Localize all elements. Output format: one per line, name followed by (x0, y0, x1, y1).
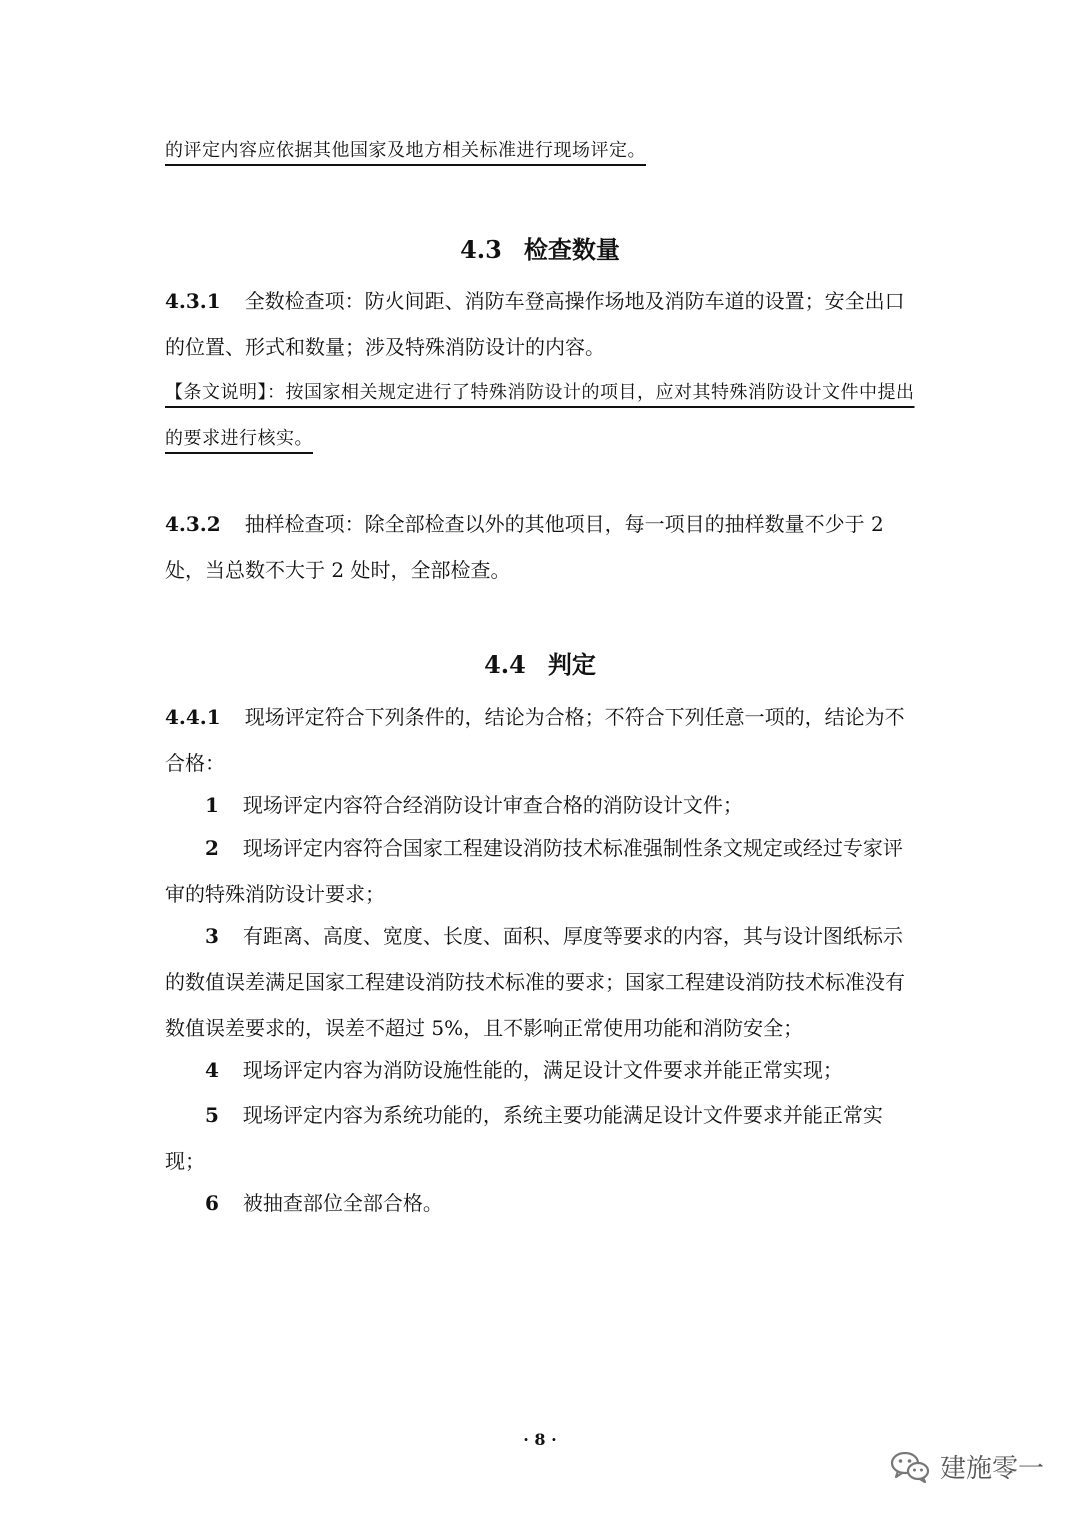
item-text: 有距离、高度、宽度、长度、面积、厚度等要求的内容，其与设计图纸标示的数值误差满足国家工程建设消防技术标准的要求；国家工程建设消防技术标准没有数值误差要求的，误差不超过 5%，且不影响正常使用功能和消防安全； (165, 924, 905, 1040)
clause-text: 抽样检查项：除全部检查以外的其他项目，每一项目的抽样数量不少于 2 处，当总数不大于 2 处时，全部检查。 (165, 512, 884, 582)
watermark-text: 建施零一 (940, 1454, 1045, 1484)
continued-note (165, 128, 917, 174)
section-title: 检查数量 (523, 235, 620, 264)
item-text: 现场评定内容为消防设施性能的，满足设计文件要求并能正常实现； (242, 1058, 843, 1082)
clause-number: 4.4.1 (165, 705, 221, 729)
list-item-6 (165, 1180, 917, 1226)
watermark (890, 1448, 1044, 1485)
list-item-4 (165, 1047, 917, 1093)
wechat-icon (890, 1450, 930, 1484)
section-number: 4.3 (460, 235, 502, 264)
section-heading-4-3 (0, 230, 1080, 265)
clause-number: 4.3.2 (165, 512, 221, 536)
clause-explanation-text: 【条文说明】：按国家相关规定进行了特殊消防设计的项目，应对其特殊消防设计文件中提出的要求进行核实。 (165, 382, 915, 449)
page-number: · 8 · (523, 1430, 557, 1449)
list-item-3 (165, 913, 917, 1051)
item-number: 3 (205, 924, 219, 948)
item-number: 2 (205, 836, 219, 860)
clause-number: 4.3.1 (165, 289, 221, 313)
item-text: 现场评定内容符合经消防设计审查合格的消防设计文件； (242, 793, 743, 817)
item-number: 5 (205, 1103, 219, 1127)
clause-text: 现场评定符合下列条件的，结论为合格；不符合下列任意一项的，结论为不合格： (165, 705, 905, 775)
section-heading-4-4 (0, 645, 1080, 680)
section-number: 4.4 (484, 650, 526, 679)
list-item-1 (165, 782, 917, 828)
item-number: 6 (205, 1191, 219, 1215)
item-text: 现场评定内容符合国家工程建设消防技术标准强制性条文规定或经过专家评审的特殊消防设计要求； (165, 836, 903, 906)
clause-text: 全数检查项：防火间距、消防车登高操作场地及消防车道的设置；安全出口的位置、形式和数量；涉及特殊消防设计的内容。 (165, 289, 905, 359)
section-title: 判定 (547, 650, 596, 679)
continued-note-text: 的评定内容应依据其他国家及地方相关标准进行现场评定。 (165, 140, 646, 161)
list-item-2 (165, 825, 917, 917)
list-item-5 (165, 1092, 917, 1184)
item-number: 4 (205, 1058, 219, 1082)
clause-4-3-2 (165, 501, 917, 593)
item-text: 现场评定内容为系统功能的，系统主要功能满足设计文件要求并能正常实现； (165, 1103, 883, 1173)
item-number: 1 (205, 793, 219, 817)
clause-4-4-1 (165, 694, 917, 786)
clause-4-3-1 (165, 278, 917, 370)
item-text: 被抽查部位全部合格。 (242, 1191, 443, 1215)
clause-explanation (165, 370, 917, 462)
